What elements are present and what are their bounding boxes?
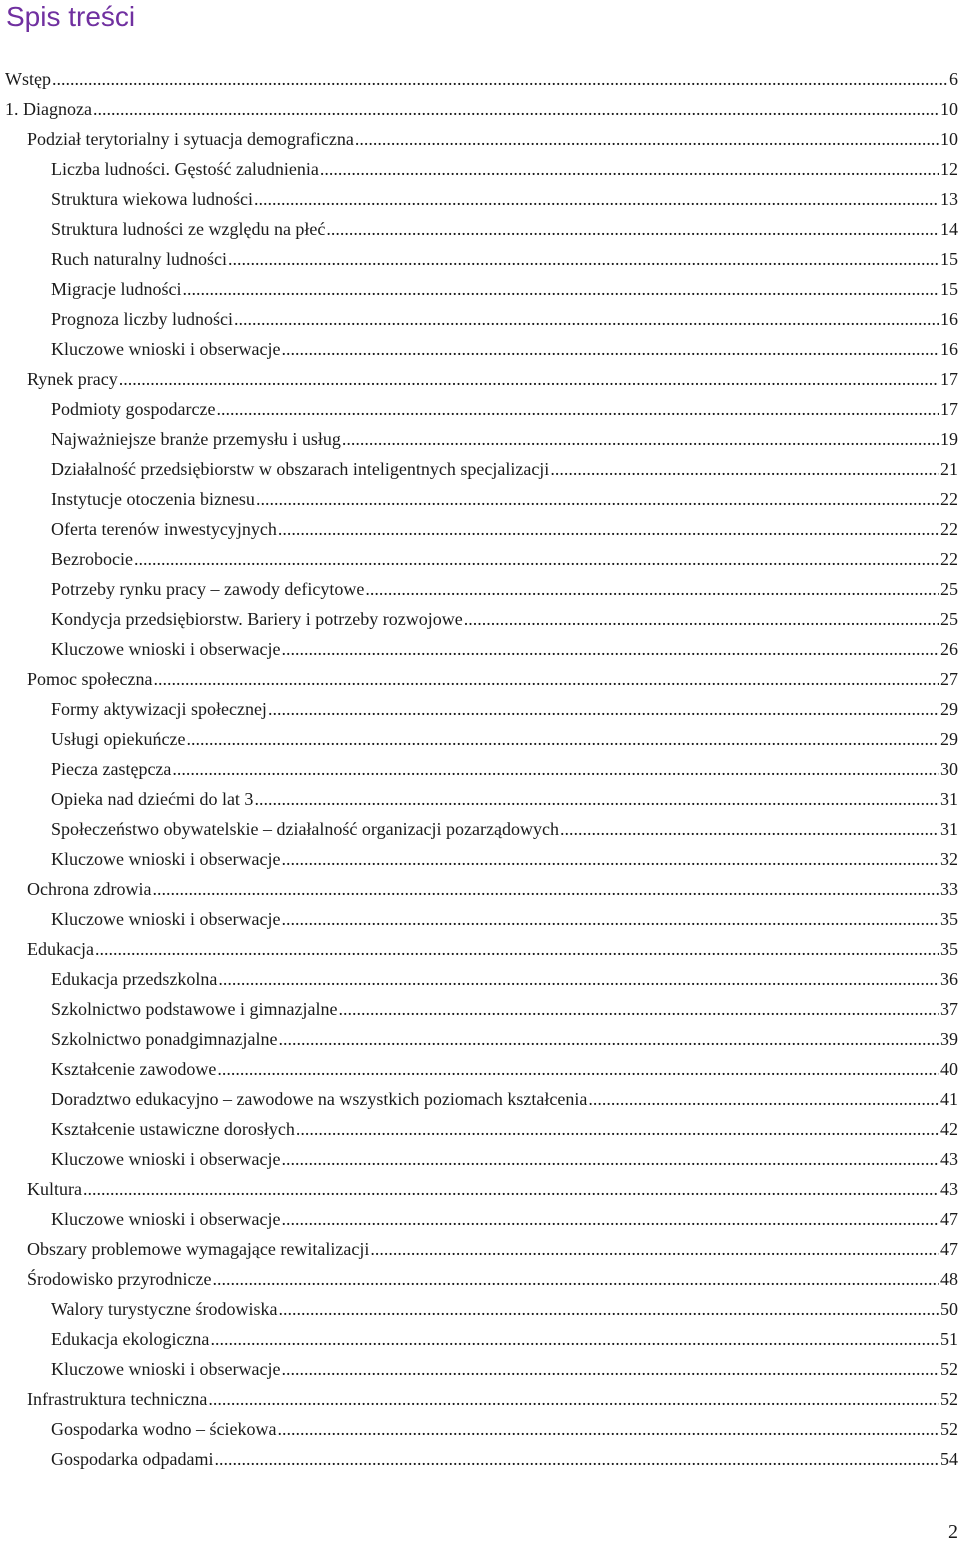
toc-entry-page: 16: [940, 339, 958, 359]
dot-leader: [256, 484, 939, 514]
dot-leader: [254, 784, 939, 814]
dot-leader: [342, 424, 939, 454]
toc-entry[interactable]: [0, 94, 960, 124]
toc-entry-page: 29: [940, 729, 958, 749]
dot-leader: [134, 544, 939, 574]
toc-entry-page: 16: [940, 309, 958, 329]
dot-leader: [217, 1054, 939, 1084]
toc-entry[interactable]: [0, 64, 960, 94]
toc-entry[interactable]: [0, 304, 960, 334]
toc-entry-title: Oferta terenów inwestycyjnych: [51, 519, 277, 539]
toc-entry-page: 22: [940, 489, 958, 509]
dot-leader: [218, 964, 939, 994]
dot-leader: [464, 604, 939, 634]
dot-leader: [216, 394, 939, 424]
dot-leader: [279, 1294, 940, 1324]
toc-entry-page: 52: [940, 1359, 958, 1379]
dot-leader: [254, 184, 939, 214]
toc-entry-title: Kluczowe wnioski i obserwacje: [51, 339, 281, 359]
toc-entry[interactable]: [0, 1384, 960, 1414]
dot-leader: [210, 1324, 939, 1354]
toc-entry[interactable]: [0, 1114, 960, 1144]
toc-entry-title: Potrzeby rynku pracy – zawody deficytowe: [51, 579, 365, 599]
toc-entry-title: Instytucje otoczenia biznesu: [51, 489, 255, 509]
toc-entry-title: Gospodarka odpadami: [51, 1449, 214, 1469]
toc-entry[interactable]: [0, 1294, 960, 1324]
toc-entry-page: 19: [940, 429, 958, 449]
toc-entry[interactable]: [0, 844, 960, 874]
dot-leader: [281, 1144, 939, 1174]
toc-entry-page: 6: [949, 69, 958, 89]
dot-leader: [370, 1234, 939, 1264]
toc-entry[interactable]: [0, 604, 960, 634]
toc-entry[interactable]: [0, 934, 960, 964]
toc-entry-page: 54: [940, 1449, 958, 1469]
toc-entry-page: 17: [940, 369, 958, 389]
toc-entry[interactable]: [0, 514, 960, 544]
toc-entry-page: 51: [940, 1329, 958, 1349]
dot-leader: [296, 1114, 939, 1144]
toc-entry-title: Liczba ludności. Gęstość zaludnienia: [51, 159, 319, 179]
toc-entry-page: 32: [940, 849, 958, 869]
toc-entry-title: Obszary problemowe wymagające rewitalizacji: [27, 1239, 370, 1259]
dot-leader: [182, 274, 939, 304]
dot-leader: [281, 334, 939, 364]
toc-entry[interactable]: [0, 1354, 960, 1384]
dot-leader: [277, 1414, 939, 1444]
dot-leader: [355, 124, 939, 154]
dot-leader: [186, 724, 939, 754]
toc-entry-title: Kluczowe wnioski i obserwacje: [51, 849, 281, 869]
toc-entry-title: Podmioty gospodarcze: [51, 399, 216, 419]
toc-entry-title: Formy aktywizacji społecznej: [51, 699, 267, 719]
dot-leader: [278, 1024, 939, 1054]
toc-entry-page: 10: [940, 129, 958, 149]
dot-leader: [281, 904, 939, 934]
dot-leader: [281, 1354, 939, 1384]
toc-entry[interactable]: [0, 154, 960, 184]
toc-entry[interactable]: [0, 874, 960, 904]
toc-entry-page: 29: [940, 699, 958, 719]
dot-leader: [152, 874, 939, 904]
toc-entry-page: 15: [940, 279, 958, 299]
dot-leader: [228, 244, 939, 274]
toc-entry[interactable]: [0, 994, 960, 1024]
toc-entry-page: 52: [940, 1389, 958, 1409]
toc-entry-page: 47: [940, 1239, 958, 1259]
toc-entry-page: 48: [940, 1269, 958, 1289]
toc-entry-page: 41: [940, 1089, 958, 1109]
dot-leader: [281, 844, 939, 874]
dot-leader: [214, 1444, 939, 1474]
toc-entry[interactable]: [0, 1444, 960, 1474]
toc-entry-title: Kształcenie ustawiczne dorosłych: [51, 1119, 295, 1139]
toc-entry-page: 35: [940, 939, 958, 959]
toc-entry-page: 14: [940, 219, 958, 239]
toc-entry-title: Infrastruktura techniczna: [27, 1389, 208, 1409]
toc-entry[interactable]: [0, 184, 960, 214]
toc-entry[interactable]: [0, 484, 960, 514]
dot-leader: [320, 154, 939, 184]
toc-entry-page: 31: [940, 789, 958, 809]
dot-leader: [281, 634, 939, 664]
toc-entry-title: Działalność przedsiębiorstw w obszarach inteligentnych specjalizacji: [51, 459, 550, 479]
toc-entry-page: 25: [940, 609, 958, 629]
toc-entry-page: 33: [940, 879, 958, 899]
toc-entry-title: Kluczowe wnioski i obserwacje: [51, 909, 281, 929]
toc-entry-page: 52: [940, 1419, 958, 1439]
toc-entry-title: Kluczowe wnioski i obserwacje: [51, 639, 281, 659]
toc-entry-title: Edukacja przedszkolna: [51, 969, 218, 989]
dot-leader: [212, 1264, 939, 1294]
toc-entry-title: Piecza zastępcza: [51, 759, 172, 779]
toc-entry-page: 36: [940, 969, 958, 989]
dot-leader: [83, 1174, 939, 1204]
toc-entry-page: 35: [940, 909, 958, 929]
toc-entry[interactable]: [0, 1174, 960, 1204]
toc-entry[interactable]: [0, 574, 960, 604]
toc-entry-page: 22: [940, 549, 958, 569]
dot-leader: [172, 754, 939, 784]
toc-entry[interactable]: [0, 1264, 960, 1294]
toc-entry-page: 30: [940, 759, 958, 779]
toc-entry[interactable]: [0, 904, 960, 934]
toc-entry-page: 10: [940, 99, 958, 119]
dot-leader: [365, 574, 939, 604]
toc-entry-title: Środowisko przyrodnicze: [27, 1269, 212, 1289]
page-title: Spis treści: [6, 1, 136, 32]
toc-entry-title: Edukacja: [27, 939, 94, 959]
toc-entry-title: Prognoza liczby ludności: [51, 309, 233, 329]
toc-entry-page: 17: [940, 399, 958, 419]
dot-leader: [52, 64, 948, 94]
toc-entry-page: 13: [940, 189, 958, 209]
toc-entry-page: 43: [940, 1179, 958, 1199]
toc-entry[interactable]: [0, 784, 960, 814]
toc-entry[interactable]: [0, 724, 960, 754]
dot-leader: [93, 94, 939, 124]
toc-entry[interactable]: [0, 1054, 960, 1084]
toc-entry-title: Kluczowe wnioski i obserwacje: [51, 1149, 281, 1169]
toc-entry-title: Ochrona zdrowia: [27, 879, 152, 899]
toc-entry-title: 1. Diagnoza: [5, 99, 92, 119]
toc-entry-title: Społeczeństwo obywatelskie – działalność organizacji pozarządowych: [51, 819, 559, 839]
toc-entry-page: 50: [940, 1299, 958, 1319]
toc-entry-title: Gospodarka wodno – ściekowa: [51, 1419, 277, 1439]
toc-entry-page: 43: [940, 1149, 958, 1169]
toc-entry-title: Kształcenie zawodowe: [51, 1059, 217, 1079]
toc-entry[interactable]: [0, 814, 960, 844]
toc-entry-title: Edukacja ekologiczna: [51, 1329, 210, 1349]
toc-entry-title: Podział terytorialny i sytuacja demograficzna: [27, 129, 354, 149]
toc-entry-title: Rynek pracy: [27, 369, 118, 389]
dot-leader: [326, 214, 939, 244]
toc-entry[interactable]: [0, 664, 960, 694]
dot-leader: [278, 514, 939, 544]
toc-entry-title: Najważniejsze branże przemysłu i usług: [51, 429, 341, 449]
page-number: 2: [948, 1521, 958, 1543]
toc-entry-page: 26: [940, 639, 958, 659]
toc-entry-page: 47: [940, 1209, 958, 1229]
toc-entry[interactable]: [0, 454, 960, 484]
toc-entry-title: Struktura ludności ze względu na płeć: [51, 219, 326, 239]
toc-entry-page: 21: [940, 459, 958, 479]
toc-entry[interactable]: [0, 364, 960, 394]
toc-entry[interactable]: [0, 1414, 960, 1444]
toc-entry[interactable]: [0, 634, 960, 664]
toc-entry-title: Kondycja przedsiębiorstw. Bariery i potrzeby rozwojowe: [51, 609, 463, 629]
toc-entry-page: 42: [940, 1119, 958, 1139]
toc-entry[interactable]: [0, 1024, 960, 1054]
toc-entry-page: 15: [940, 249, 958, 269]
dot-leader: [550, 454, 939, 484]
dot-leader: [268, 694, 939, 724]
toc-entry[interactable]: [0, 424, 960, 454]
toc-entry-title: Migracje ludności: [51, 279, 182, 299]
toc-entry[interactable]: [0, 754, 960, 784]
toc-entry-page: 37: [940, 999, 958, 1019]
toc-entry-page: 25: [940, 579, 958, 599]
dot-leader: [281, 1204, 939, 1234]
dot-leader: [153, 664, 939, 694]
toc-entry-title: Szkolnictwo ponadgimnazjalne: [51, 1029, 278, 1049]
dot-leader: [588, 1084, 939, 1114]
toc-entry[interactable]: [0, 214, 960, 244]
dot-leader: [208, 1384, 939, 1414]
toc-entry-page: 39: [940, 1029, 958, 1049]
dot-leader: [338, 994, 939, 1024]
toc-entry-page: 22: [940, 519, 958, 539]
dot-leader: [560, 814, 939, 844]
toc-entry-title: Wstęp: [5, 69, 51, 89]
toc-entry-page: 12: [940, 159, 958, 179]
toc-entry-title: Pomoc społeczna: [27, 669, 153, 689]
toc-entry-title: Doradztwo edukacyjno – zawodowe na wszystkich poziomach kształcenia: [51, 1089, 588, 1109]
toc-entry-title: Usługi opiekuńcze: [51, 729, 186, 749]
toc-entry-title: Szkolnictwo podstawowe i gimnazjalne: [51, 999, 338, 1019]
dot-leader: [95, 934, 939, 964]
toc-entry[interactable]: [0, 964, 960, 994]
table-of-contents: [0, 64, 960, 1474]
toc-entry[interactable]: [0, 1144, 960, 1174]
toc-entry-title: Ruch naturalny ludności: [51, 249, 227, 269]
toc-entry[interactable]: [0, 124, 960, 154]
toc-entry[interactable]: [0, 244, 960, 274]
toc-entry[interactable]: [0, 274, 960, 304]
toc-entry[interactable]: [0, 1324, 960, 1354]
dot-leader: [119, 364, 939, 394]
toc-entry-title: Kultura: [27, 1179, 82, 1199]
toc-entry-title: Walory turystyczne środowiska: [51, 1299, 278, 1319]
toc-entry-title: Bezrobocie: [51, 549, 133, 569]
toc-entry-title: Struktura wiekowa ludności: [51, 189, 253, 209]
toc-entry[interactable]: [0, 1234, 960, 1264]
toc-entry-title: Opieka nad dziećmi do lat 3: [51, 789, 254, 809]
toc-entry-page: 31: [940, 819, 958, 839]
toc-entry[interactable]: [0, 1084, 960, 1114]
toc-entry[interactable]: [0, 394, 960, 424]
toc-entry-page: 40: [940, 1059, 958, 1079]
dot-leader: [234, 304, 939, 334]
toc-entry[interactable]: [0, 1204, 960, 1234]
toc-entry[interactable]: [0, 334, 960, 364]
toc-entry-page: 27: [940, 669, 958, 689]
toc-entry[interactable]: [0, 694, 960, 724]
toc-entry-title: Kluczowe wnioski i obserwacje: [51, 1359, 281, 1379]
toc-entry[interactable]: [0, 544, 960, 574]
toc-entry-title: Kluczowe wnioski i obserwacje: [51, 1209, 281, 1229]
